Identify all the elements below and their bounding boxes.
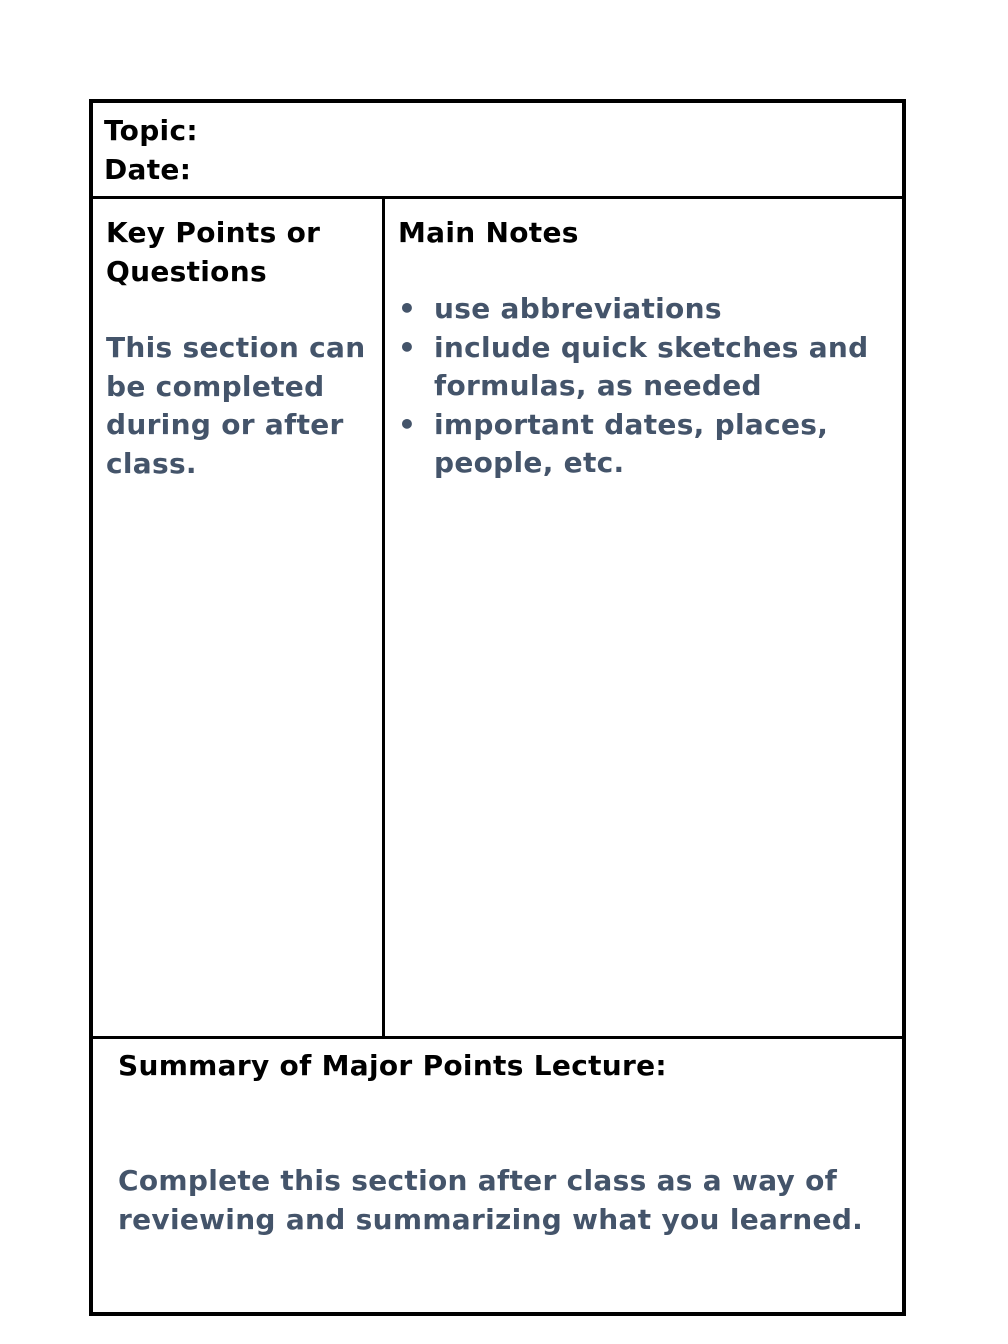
key-points-column [93, 199, 385, 1036]
list-item [398, 329, 888, 406]
summary-heading: Summary of Major Points Lecture: [118, 1049, 667, 1082]
bullet-icon: • [398, 407, 417, 441]
bullet-icon: • [398, 330, 417, 364]
list-item-text: include quick sketches and formulas, as needed [434, 330, 869, 402]
list-item-text: use abbreviations [434, 292, 722, 325]
main-notes-column [385, 199, 902, 1036]
key-points-heading: Key Points or Questions [106, 216, 321, 288]
header-section [93, 103, 902, 199]
list-item [398, 406, 888, 483]
summary-section [93, 1036, 902, 1312]
list-item-text: important dates, places, people, etc. [434, 407, 829, 479]
date-label: Date: [104, 153, 192, 186]
list-item [398, 290, 888, 329]
summary-instruction: Complete this section after class as a way of reviewing and summarizing what you learned. [118, 1164, 864, 1236]
main-notes-heading: Main Notes [398, 216, 579, 249]
cornell-notes-template [89, 99, 906, 1316]
main-notes-list [398, 290, 888, 483]
bullet-icon: • [398, 292, 417, 325]
key-points-instruction: This section can be completed during or after class. [106, 331, 366, 480]
topic-label: Topic: [104, 114, 198, 147]
